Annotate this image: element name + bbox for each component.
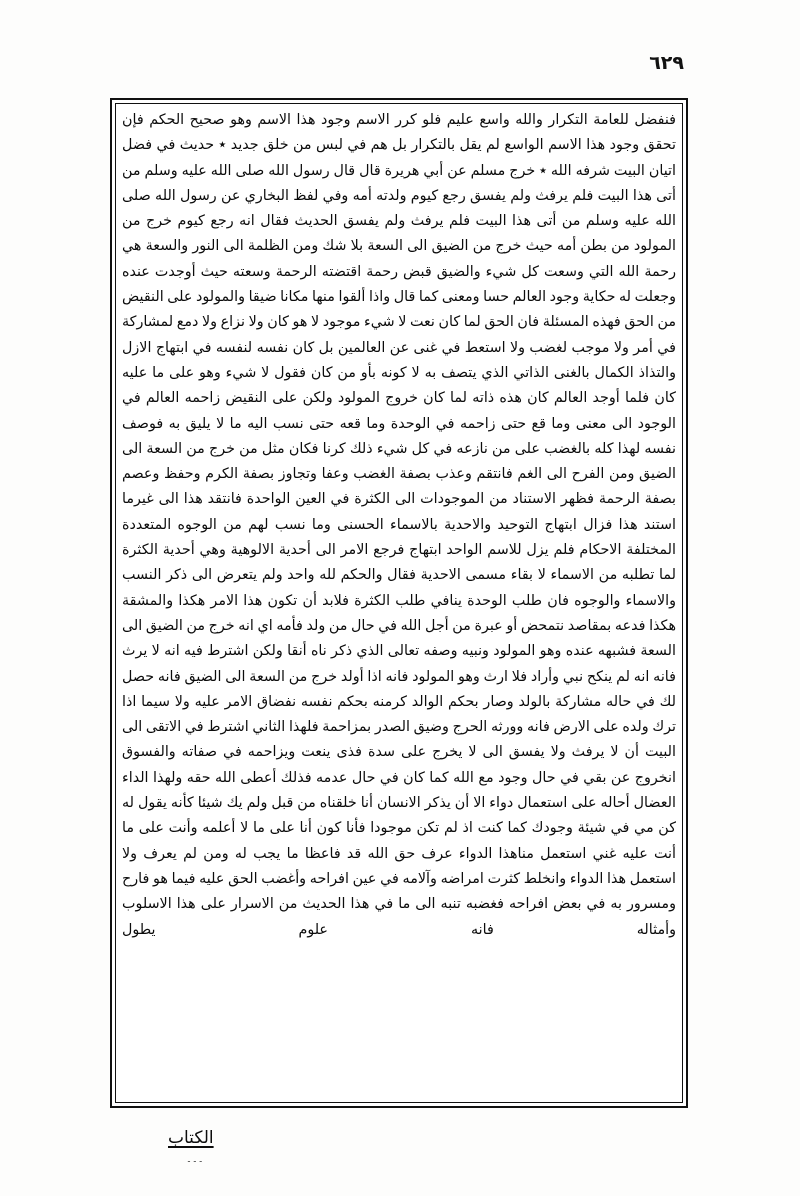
body-paragraph: فنفضل للعامة التكرار والله واسع عليم فلو كرر الاسم وجود هذا الاسم وهو صحيح الحكم فإن تحقق وجود هذا الاسم الواسع لم يقل بالتكرار بل هم في لبس من خلق جديد ٭ حديث في فضل اتيان البيت شرفه الله ٭ خرج مسلم عن أبي هريرة قال قال رسول الله صلى الله عليه وسلم من أتى هذا البيت فلم يرفث ولم يفسق رجع كيوم ولدته أمه وفي لفظ البخاري عن رسول الله صلى الله عليه وسلم من أتى هذا البيت فلم يرفث ولم يفسق الحديث فقال انه رجع كيوم خرج من المولود من بطن أمه حيث خرج من الضيق الى السعة بلا شك ومن الظلمة الى النور والسعة هي رحمة الله التي وسعت كل شيء والضيق قبض رحمة اقتضته الرحمة وسعته حيث أوجدت عنده وجعلت له حكاية وجود العالم حسا ومعنى كما قال واذا ألقوا منها مكانا ضيقا والمولود على النقيض من الحق فهذه المسئلة فان الحق لما كان نعت لا شيء موجود لا هو كان ولا نزاع ولا دمع لمشاركة في أمر ولا موجب لغضب ولا استعط في غنى عن العالمين بل كان نفسه لنفسه في ابتهاج الازل والتذاذ الكمال بالغنى الذاتي الذي يتصف به لا كونه بأو من كان فقول لا شيء وهو على ما عليه كان فلما أوجد العالم كان هذه ذاته لما كان خروج المولود ولكن على النقيض زاحمه العالم في الوجود الى معنى وما قع حتى زاحمه في الوحدة وما قعه حتى نسب اليه ما لا يليق به فوصف نفسه لهذا كله بالغضب على من نازعه في كل شيء ذلك كرنا فكان مثل من خرج من السعة الى الضيق ومن الفرح الى الغم فانتقم وعذب بصفة الغضب وعفا وتجاوز بصفة الكرم وحفظ وعصم بصفة الرحمة فظهر الاستناد من الموجودات الى الكثرة في العين الواحدة فانتقد هذا الى غيرما استند هذا فزال ابتهاج التوحيد والاحدية بالاسماء الحسنى وما نسب لهم من الوجوه المتعددة المختلفة الاحكام فلم يزل للاسم الواحد ابتهاج فرجع الامر الى أحدية الالوهية وهي أحدية الكثرة لما تطلبه من الاسماء لا بقاء مسمى الاحدية فقال والحكم لله واحد ولم يتعرض الى ذكر النسب والاسماء والوجوه فان طلب الوحدة ينافي طلب الكثرة فلابد أن تكون هذا الامر هكذا والمشقة هكذا فدعه بمقاصد نتمحض أو عبرة من أجل الله في حال من ولد فأمه اي انه خرج من الضيق الى السعة فشبهه عنده وهو المولود ونبيه وصفه تعالى الذي ذكر ناه أنقا ولكن اشترط فيه انه لا يرث فانه انه لم ينكح نبي وأراد فلا ارث وهو المولود فانه اذا أولد خرج من السعة الى الضيق فانه حصل لك في حاله مشاركة بالولد وصار بحكم الوالد كرمنه بحكم نفسه نفضاق الامر عليه ولا سيما اذا ترك ولده على الارض فانه وورثه الحرج وضيق الصدر بمزاحمة فلهذا الثاني اشترط في الاتقى الى البيت أن لا يرفث ولا يفسق الى لا يخرج على سدة فذى ينعت ويزاحمه في صفاته والفسوق انخروج عن بقي في حال وجود مع الله كما كان في حال عدمه فذلك أعطى الله حقه ولهذا الداء العضال أحاله على استعمال دواء الا أن يذكر الانسان أنا خلقناه من قبل ولم يك شيئا كأنه يقول له كن مي في شيئة وجودك كما كنت اذ لم تكن موجودا فأنا كون أنا على ما لا أعلمه وأنت على ما أنت عليه غني استعمل مناهذا الدواء عرف حق الله قد فاعظا ما يجب له ومن لم يعرف ولا استعمل هذا الدواء وانخلط كثرت امراضه وآلامه في عين افراحه وأغضب الحق عليه فيما هو فارح ومسرور به في بعض افراحه فغضبه تنبه الى ما في هذا الحديث من الاسرار على هذا الاسلوب وأمثاله فانه علوم يطول: [122, 112, 676, 938]
catchword: الكتاب: [168, 1128, 214, 1148]
body-text-block: [122, 108, 676, 1100]
page-number: ٩٢٦: [649, 52, 684, 74]
text-frame-border: [110, 98, 688, 1108]
catchword-subtext: ۔۔۔: [186, 1154, 204, 1165]
